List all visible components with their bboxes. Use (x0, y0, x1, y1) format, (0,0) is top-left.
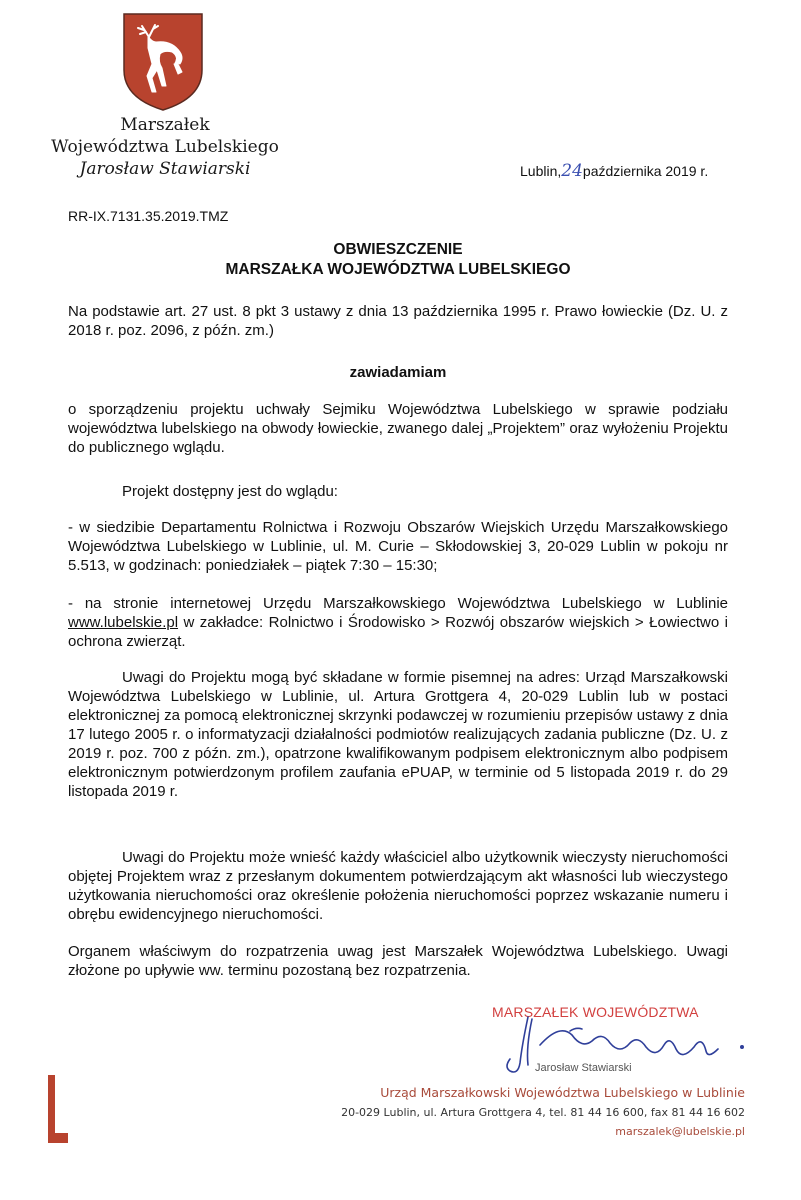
stamp-title: MARSZAŁEK WOJEWÓDZTWA (492, 1004, 699, 1020)
office-header (40, 114, 290, 180)
reference-number: RR-IX.7131.35.2019.TMZ (68, 208, 229, 224)
office-title-line1: Marszałek (120, 115, 210, 135)
footer-email-link[interactable]: marszalek@lubelskie.pl (615, 1125, 745, 1138)
title-line1: OBWIESZCZENIE (333, 241, 463, 258)
remarks-paragraph: Uwagi do Projektu mogą być składane w formie pisemnej na adres: Urząd Marszałkowski Województwa Lubelskiego w Lublinie, ul. Artura Grottgera 4, 20-029 Lublin lub w postaci elektronicznej za pomocą elektronicznej skrzynki podawczej w rozumieniu przepisów ustawy z dnia 17 lutego 2005 r. o informatyzacji działalności podmiotów realizujących zadania publiczne (Dz. U. z 2019 r. poz. 700 z późn. zm.), opatrzone kwalifikowanym podpisem elektronicznym albo podpisem elektronicznym potwierdzonym profilem zaufania ePUAP, w terminie od 5 listopada 2019 r. do 29 listopada 2019 r. (68, 669, 728, 800)
footer-address: 20-029 Lublin, ul. Artura Grottgera 4, tel. 81 44 16 600, fax 81 44 16 602 (341, 1106, 745, 1119)
subject-paragraph: o sporządzeniu projektu uchwały Sejmiku Województwa Lubelskiego w sprawie podziału województwa lubelskiego na obwody łowieckie, zwanego dalej „Projektem” oraz wyłożeniu Projektu do publicznego wglądu. (68, 401, 728, 456)
office-title-line2: Województwa Lubelskiego (51, 137, 279, 157)
availability-paragraph: Projekt dostępny jest do wglądu: (122, 483, 338, 500)
document-title (68, 240, 728, 280)
intro-paragraph: Na podstawie art. 27 ust. 8 pkt 3 ustawy z dnia 13 października 1995 r. Prawo łowieckie (Dz. U. z 2018 r. poz. 2096, z późn. zm.) (68, 303, 728, 339)
location-office-paragraph: - w siedzibie Departamentu Rolnictwa i Rozwoju Obszarów Wiejskich Urzędu Marszałkowskiego Województwa Lubelskiego w Lublinie, ul. M. Curie – Skłodowskiej 3, 20-029 Lublin w pokoju nr 5.513, w godzinach: poniedziałek – piątek 7:30 – 15:30; (68, 519, 728, 574)
website-link[interactable]: www.lubelskie.pl (68, 614, 179, 631)
authority-paragraph: Organem właściwym do rozpatrzenia uwag jest Marszałek Województwa Lubelskiego. Uwagi złożone po upływie ww. terminu pozostaną bez rozpatrzenia. (68, 943, 728, 979)
location-web-paragraph (68, 594, 728, 651)
eligibility-paragraph: Uwagi do Projektu może wnieść każdy właściciel albo użytkownik wieczysty nieruchomości objętej Projektem wraz z przesłanym dokumentem potwierdzającym akt własności lub wieczystego użytkowania nieruchomości oraz określenie położenia nieruchomości poprzez wskazanie numeru i obrębu ewidencyjnego nieruchomości. (68, 849, 728, 923)
location-web-prefix: - na stronie internetowej Urzędu Marszałkowskiego Województwa Lubelskiego w Lublinie (68, 595, 728, 612)
office-holder-name: Jarosław Stawiarski (79, 159, 251, 179)
date-day-handwritten: 24 (561, 161, 583, 181)
footer-institution: Urząd Marszałkowski Województwa Lubelskiego w Lublinie (380, 1085, 745, 1100)
l-logo-icon (46, 1075, 70, 1143)
title-line2: MARSZAŁKA WOJEWÓDZTWA LUBELSKIEGO (225, 261, 571, 278)
stamp-name: Jarosław Stawiarski (535, 1062, 632, 1074)
dateline (520, 161, 708, 181)
location-web-suffix: w zakładce: Rolnictwo i Środowisko > Rozwój obszarów wiejskich > Łowiectwo i ochrona zwierząt. (68, 614, 728, 650)
date-month-year: października 2019 r. (582, 163, 709, 179)
notify-heading: zawiadamiam (349, 364, 447, 381)
date-place: Lublin, (520, 163, 562, 179)
coat-of-arms-icon (122, 12, 204, 112)
